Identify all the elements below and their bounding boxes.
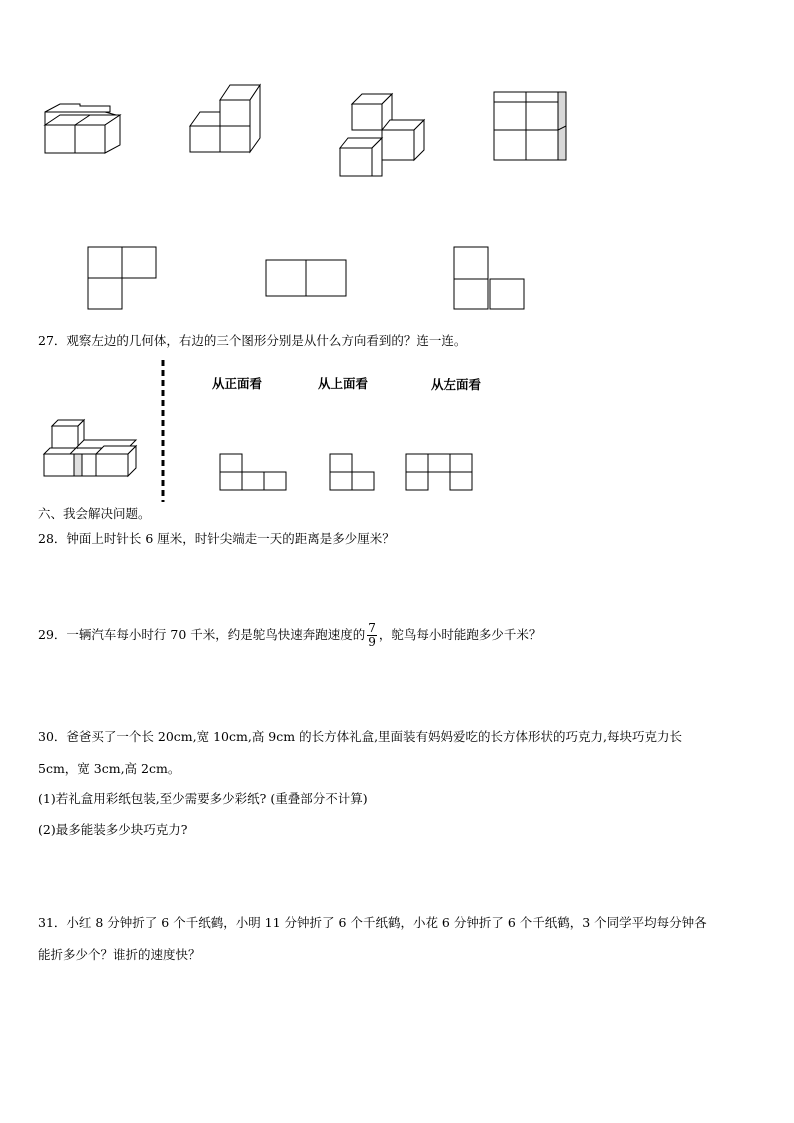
view-label-left: 从左面看 [431,377,482,392]
question-text-after: ，鸵鸟每小时能跑多少千米？ [378,627,542,642]
question-28 [38,531,395,547]
view-shape-a [86,246,158,312]
question-number: 29． [38,627,67,642]
dashed-divider [160,360,166,502]
question-text-before: 一辆汽车每小时行 70 千米，约是鸵鸟快速奔跑速度的 [66,627,366,642]
question-text-line-1: 小红 8 分钟折了 6 个千纸鹤，小明 11 分钟折了 6 个千纸鹤，小花 6 分钟折了 6 个千纸鹤，3 个同学平均每分钟各 [66,915,707,930]
fraction [367,622,377,649]
fraction-numerator: 7 [368,621,376,635]
question-30-part-2: (2)最多能装多少块巧克力? [38,822,188,837]
view-shape-b [264,258,348,298]
question-text: 观察左边的几何体，右边的三个图形分别是从什么方向看到的？连一连。 [66,333,467,348]
q27-view-shape-3 [404,453,476,491]
question-number: 31． [38,915,67,930]
question-number: 27． [38,333,67,348]
fraction-denominator: 9 [368,635,376,649]
question-31 [38,915,707,931]
cube-solid-3 [338,92,428,178]
cube-solid-2 [188,82,268,157]
section-title: 六、我会解决问题。 [38,506,151,521]
question-number: 30． [38,729,67,744]
q27-solid [40,418,140,480]
q27-view-shape-1 [218,453,288,491]
question-30-continued: 5cm，宽 3cm,高 2cm。 [38,761,181,776]
question-27 [38,333,466,349]
question-29 [38,622,541,649]
cube-solid-1 [40,100,130,160]
view-shape-c [452,246,526,312]
q27-view-shape-2 [328,453,376,491]
view-label-front: 从正面看 [212,376,263,391]
view-label-top: 从上面看 [318,376,369,391]
question-30 [38,729,682,745]
question-number: 28． [38,531,67,546]
cube-solid-4 [492,90,570,162]
question-text: 爸爸买了一个长 20cm,宽 10cm,高 9cm 的长方体礼盒,里面装有妈妈爱吃的长方体形状的巧克力,每块巧克力长 [66,729,683,744]
question-30-part-1: (1)若礼盒用彩纸包装,至少需要多少彩纸? (重叠部分不计算) [38,791,368,806]
question-31-line-2: 能折多少个？谁折的速度快？ [38,947,201,962]
question-text: 钟面上时针长 6 厘米，时针尖端走一天的距离是多少厘米？ [66,531,395,546]
